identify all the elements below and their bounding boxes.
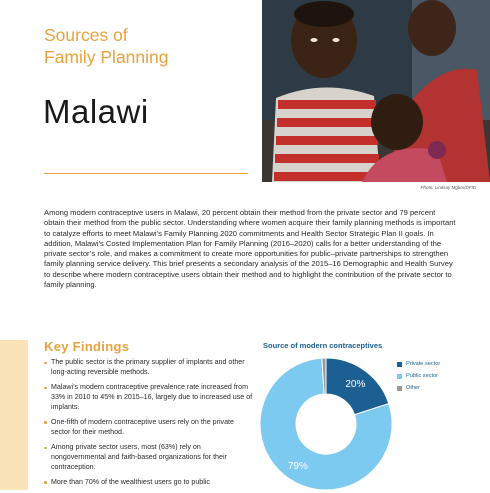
accent-side-bar (0, 340, 28, 490)
key-findings-list (44, 358, 254, 493)
legend-swatch (397, 386, 402, 391)
pie-value-label: 20% (345, 379, 366, 391)
chart-legend (397, 358, 440, 394)
key-finding-item: Malawi’s modern contraceptive prevalence rate increased from 33% in 2010 to 45% in 2015–16, largely due to increased use of implants. (44, 383, 254, 412)
legend-label: Other (406, 385, 420, 391)
pie-chart-svg (258, 353, 394, 490)
key-findings-title: Key Findings (44, 339, 130, 354)
legend-swatch (397, 374, 402, 379)
header (0, 0, 262, 196)
cover-photo-illustration (262, 0, 490, 182)
chart-title: Source of modern contraceptives (263, 341, 383, 350)
key-finding-item: The public sector is the primary supplier of implants and other long-acting reversible methods. (44, 358, 254, 378)
legend-label: Private sector (406, 361, 441, 367)
series-title (44, 24, 169, 68)
legend-label: Public sector (406, 373, 439, 379)
country-name: Malawi (43, 93, 149, 130)
pie-chart (258, 353, 394, 490)
legend-item (397, 382, 440, 394)
series-title-line-2: Family Planning (44, 47, 169, 67)
cover-photo (262, 0, 490, 182)
legend-item (397, 358, 440, 370)
legend-item (397, 370, 440, 382)
photo-credit: Photo: Lindsay Mgbor/DFID (420, 185, 476, 190)
pie-value-label: 79% (287, 460, 308, 472)
accent-rule (44, 173, 248, 174)
series-title-line-1: Sources of (44, 25, 128, 45)
key-finding-item: Among private sector users, most (63%) rely on nongovernmental and faith-based organizations for their contraception. (44, 443, 254, 472)
key-finding-item: More than 70% of the wealthiest users go to public (44, 478, 254, 488)
legend-swatch (397, 362, 402, 367)
intro-paragraph: Among modern contraceptive users in Malawi, 20 percent obtain their method from the private sector and 79 percent obtain their method from the public sector. Understanding where women acquire their family planning methods is important to catalyze efforts to meet Malawi’s Family Planning 2020 commitments and Health Sector Strategic Plan II goals. In addition, Malawi’s Costed Implementation Plan for Family Planning (2016–2020) calls for a better understanding of the private sector’s role, and makes a commitment to create more opportunities for public–private partnerships to strengthen family planning service delivery. This brief presents a secondary analysis of the 2015–16 Demographic and Health Survey to describe where modern contraceptive users obtain their method and to highlight the contribution of the private sector to family planning. (44, 208, 456, 290)
key-finding-item: One-fifth of modern contraceptive users rely on the private sector for their method. (44, 418, 254, 438)
